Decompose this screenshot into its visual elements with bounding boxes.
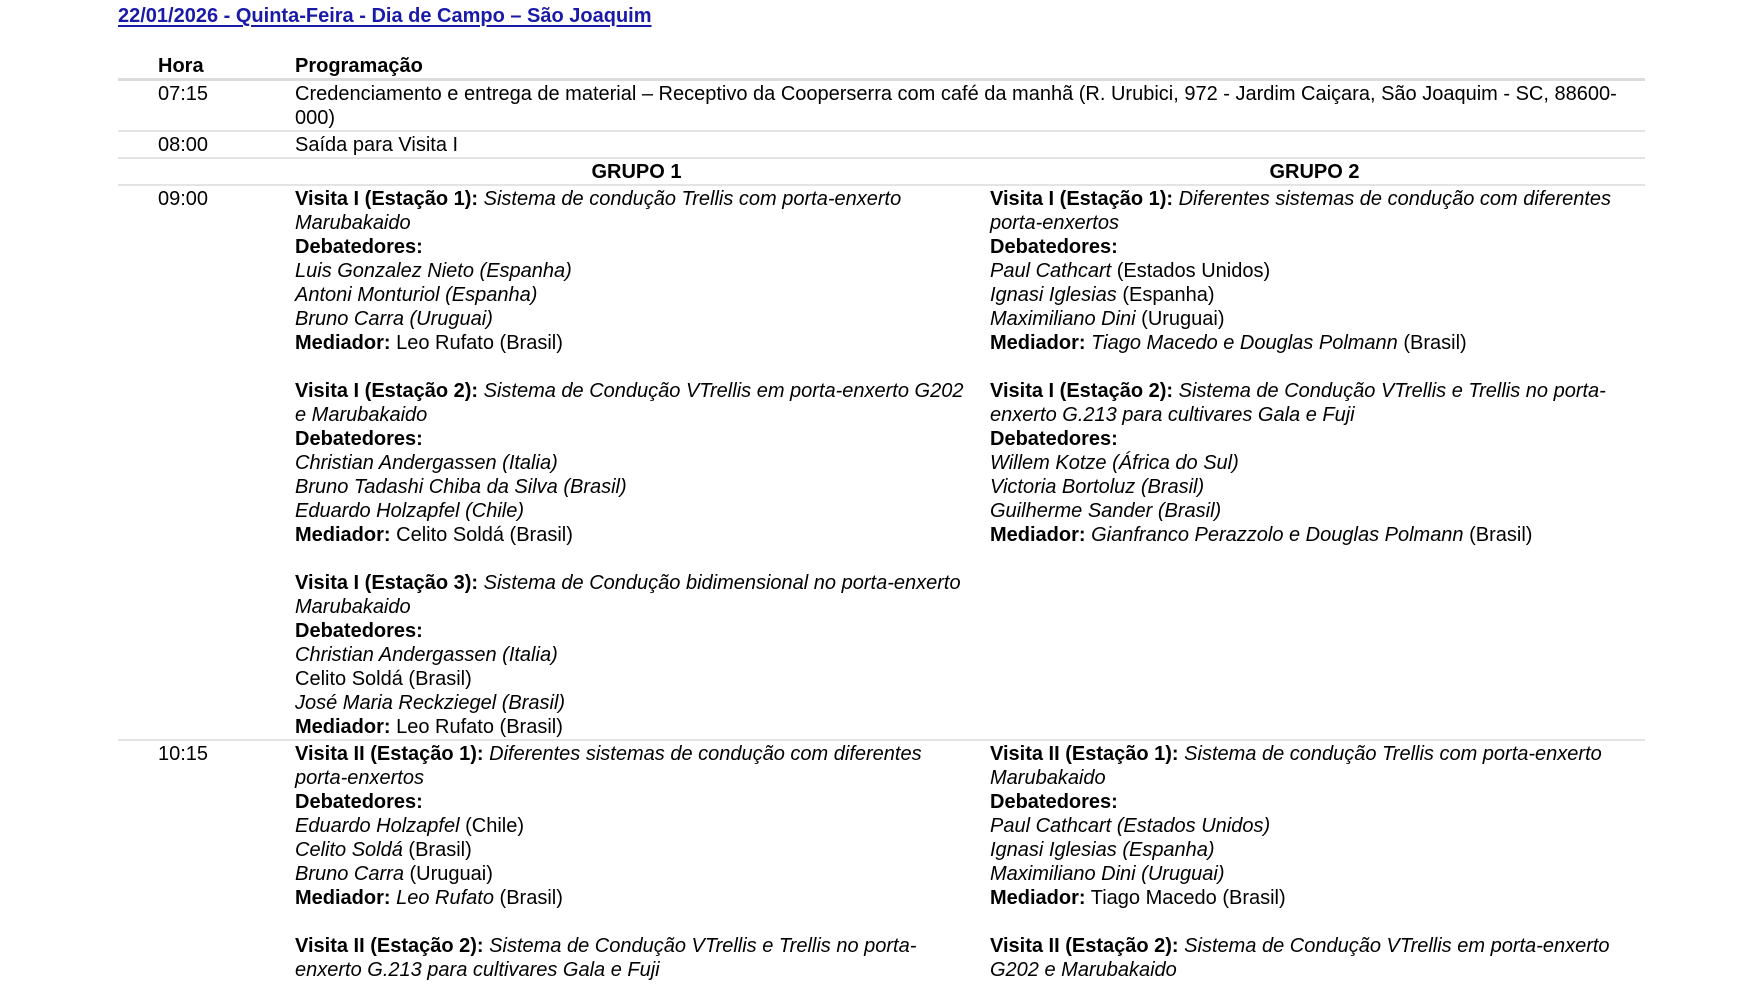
- station-block: [295, 379, 978, 547]
- station-block: [295, 742, 978, 910]
- row-program: Credenciamento e entrega de material – Receptivo da Cooperserra com café da manhã (R. Urubici, 972 - Jardim Caiçara, São Joaquim - SC, 88600-000): [295, 83, 1617, 129]
- debater-country: (África do Sul): [1112, 452, 1239, 474]
- mediator-country: (Brasil): [499, 332, 563, 354]
- debater-country: (Chile): [465, 500, 525, 522]
- station-topic: Diferentes sistemas de condução com diferentes porta-enxertos: [295, 743, 922, 789]
- station-block: [295, 934, 978, 982]
- station-title: [295, 187, 978, 235]
- debater-item: [990, 451, 1639, 475]
- debater-item: [990, 307, 1639, 331]
- debater-country: (Brasil): [1157, 500, 1222, 522]
- debater-item: [295, 307, 978, 331]
- station-title: [295, 742, 978, 790]
- station-heading: Visita I (Estação 2):: [990, 380, 1174, 402]
- debater-country: (Brasil): [563, 476, 627, 498]
- debater-item: [990, 475, 1639, 499]
- debater-item: [295, 499, 978, 523]
- row-time: 10:15: [158, 743, 209, 765]
- debater-item: [295, 838, 978, 862]
- station-title: [990, 934, 1639, 982]
- station-topic: Sistema de Condução VTrellis em porta-enxerto G202 e Marubakaido: [295, 380, 964, 426]
- mediator-name: Leo Rufato: [396, 887, 494, 909]
- debater-item: [295, 643, 978, 667]
- mediator-label: Mediador:: [295, 887, 391, 909]
- debater-item: [295, 862, 978, 886]
- station-title: [295, 934, 978, 982]
- debater-country: (Italia): [502, 452, 558, 474]
- mediator-item: [990, 886, 1639, 910]
- debater-name: Bruno Carra: [295, 863, 404, 885]
- station-topic: Sistema de Condução VTrellis e Trellis no porta-enxerto G.213 para cultivares Gala e Fuji: [295, 935, 917, 981]
- mediator-item: [990, 523, 1639, 547]
- station-topic: Sistema de condução Trellis com porta-enxerto Marubakaido: [990, 743, 1602, 789]
- mediator-country: (Brasil): [509, 524, 573, 546]
- debater-name: Paul Cathcart: [990, 815, 1112, 837]
- station-topic: Diferentes sistemas de condução com diferentes porta-enxertos: [990, 188, 1612, 234]
- mediator-label: Mediador:: [295, 332, 391, 354]
- row-time: 07:15: [158, 83, 209, 105]
- mediator-label: Mediador:: [295, 716, 391, 738]
- debater-item: [295, 691, 978, 715]
- table-row-slot: [118, 186, 1645, 741]
- mediator-name: Gianfranco Perazzolo e Douglas Polmann: [1091, 524, 1464, 546]
- row-time: 08:00: [158, 134, 209, 156]
- row-program: Saída para Visita I: [295, 134, 459, 156]
- debater-country: (Chile): [465, 815, 525, 837]
- debater-item: [990, 862, 1639, 886]
- mediator-item: [990, 331, 1639, 355]
- debater-country: (Uruguai): [409, 863, 493, 885]
- debater-item: [990, 283, 1639, 307]
- debaters-label: Debatedores:: [990, 428, 1118, 450]
- debater-item: [295, 283, 978, 307]
- station-title: [295, 571, 978, 619]
- station-heading: Visita II (Estação 1):: [990, 743, 1179, 765]
- debater-name: Bruno Carra: [295, 308, 404, 330]
- debater-country: (Espanha): [1122, 839, 1215, 861]
- mediator-country: (Brasil): [1469, 524, 1533, 546]
- mediator-country: (Brasil): [499, 887, 563, 909]
- mediator-label: Mediador:: [295, 524, 391, 546]
- station-heading: Visita II (Estação 1):: [295, 743, 484, 765]
- debater-country: (Estados Unidos): [1116, 815, 1271, 837]
- mediator-name: Leo Rufato: [396, 716, 494, 738]
- table-row-slot: [118, 741, 1645, 982]
- debater-country: (Brasil): [408, 839, 472, 861]
- debater-name: Guilherme Sander: [990, 500, 1153, 522]
- station-heading: Visita II (Estação 2):: [295, 935, 484, 957]
- mediator-country: (Brasil): [499, 716, 563, 738]
- page-title-link[interactable]: 22/01/2026 - Quinta-Feira - Dia de Campo – São Joaquim: [118, 5, 652, 27]
- debaters-label: Debatedores:: [295, 236, 423, 258]
- debater-name: Maximiliano Dini: [990, 863, 1136, 885]
- debater-name: Christian Andergassen: [295, 644, 497, 666]
- debaters-label: Debatedores:: [990, 236, 1118, 258]
- station-title: [990, 742, 1639, 790]
- mediator-country: (Brasil): [1222, 887, 1286, 909]
- debaters-label: Debatedores:: [295, 620, 423, 642]
- mediator-name: Leo Rufato: [396, 332, 494, 354]
- station-block: [295, 187, 978, 355]
- station-heading: Visita I (Estação 1):: [990, 188, 1174, 210]
- mediator-name: Tiago Macedo e Douglas Polmann: [1091, 332, 1398, 354]
- debater-name: Eduardo Holzapfel: [295, 815, 460, 837]
- header-program: Programação: [295, 55, 423, 77]
- debater-country: (Italia): [502, 644, 558, 666]
- debater-item: [295, 475, 978, 499]
- mediator-name: Tiago Macedo: [1090, 887, 1217, 909]
- group-1-cell: [295, 741, 990, 982]
- mediator-item: [295, 523, 978, 547]
- group-2-cell: [990, 186, 1645, 739]
- debater-name: Bruno Tadashi Chiba da Silva: [295, 476, 558, 498]
- debater-country: (Brasil): [408, 668, 472, 690]
- station-topic: Sistema de condução Trellis com porta-enxerto Marubakaido: [295, 188, 902, 234]
- debater-name: Victoria Bortoluz: [990, 476, 1136, 498]
- debater-item: [295, 667, 978, 691]
- group-2-cell: [990, 741, 1645, 982]
- debater-item: [990, 838, 1639, 862]
- debater-name: Antoni Monturiol: [295, 284, 440, 306]
- row-time: 09:00: [158, 188, 209, 210]
- station-block: [990, 742, 1639, 910]
- debater-country: (Uruguai): [409, 308, 493, 330]
- group-2-header: GRUPO 2: [1269, 161, 1360, 183]
- group-header-row: [118, 159, 1645, 186]
- debater-item: [990, 259, 1639, 283]
- debater-country: (Brasil): [1140, 476, 1205, 498]
- debater-item: [295, 451, 978, 475]
- debater-item: [990, 499, 1639, 523]
- table-header-row: [118, 53, 1645, 81]
- station-block: [990, 379, 1639, 547]
- mediator-name: Celito Soldá: [396, 524, 504, 546]
- station-title: [990, 187, 1639, 235]
- station-topic: Sistema de Condução VTrellis em porta-enxerto G202 e Marubakaido: [990, 935, 1610, 981]
- station-title: [990, 379, 1639, 427]
- debater-name: Celito Soldá: [295, 839, 403, 861]
- table-row: [118, 132, 1645, 159]
- station-heading: Visita I (Estação 2):: [295, 380, 479, 402]
- debater-item: [295, 259, 978, 283]
- debater-item: [295, 814, 978, 838]
- mediator-label: Mediador:: [990, 332, 1086, 354]
- station-block: [295, 571, 978, 739]
- mediator-item: [295, 886, 978, 910]
- header-time: Hora: [158, 55, 204, 77]
- station-heading: Visita II (Estação 2):: [990, 935, 1179, 957]
- debater-country: (Espanha): [479, 260, 572, 282]
- group-1-cell: [295, 186, 990, 739]
- station-block: [990, 187, 1639, 355]
- station-heading: Visita I (Estação 1):: [295, 188, 479, 210]
- station-block: [990, 934, 1639, 982]
- debater-name: Willem Kotze: [990, 452, 1107, 474]
- debater-name: Ignasi Iglesias: [990, 839, 1117, 861]
- debaters-label: Debatedores:: [990, 791, 1118, 813]
- station-topic: Sistema de Condução VTrellis e Trellis no porta-enxerto G.213 para cultivares Gala e Fuji: [990, 380, 1606, 426]
- mediator-item: [295, 331, 978, 355]
- table-row: [118, 81, 1645, 132]
- debater-name: Luis Gonzalez Nieto: [295, 260, 474, 282]
- mediator-country: (Brasil): [1403, 332, 1467, 354]
- debater-country: (Estados Unidos): [1116, 260, 1271, 282]
- debater-name: Ignasi Iglesias: [990, 284, 1117, 306]
- station-title: [295, 379, 978, 427]
- debaters-label: Debatedores:: [295, 428, 423, 450]
- debater-country: (Uruguai): [1141, 863, 1225, 885]
- debater-name: Celito Soldá: [295, 668, 403, 690]
- mediator-label: Mediador:: [990, 887, 1086, 909]
- mediator-item: [295, 715, 978, 739]
- debater-name: Paul Cathcart: [990, 260, 1112, 282]
- debaters-label: Debatedores:: [295, 791, 423, 813]
- debater-country: (Espanha): [1122, 284, 1215, 306]
- debater-name: Maximiliano Dini: [990, 308, 1136, 330]
- debater-country: (Espanha): [445, 284, 538, 306]
- debater-country: (Brasil): [501, 692, 566, 714]
- row-time-empty: [118, 159, 295, 184]
- debater-name: Eduardo Holzapfel: [295, 500, 460, 522]
- debater-name: José Maria Reckziegel: [295, 692, 497, 714]
- station-heading: Visita I (Estação 3):: [295, 572, 479, 594]
- debater-name: Christian Andergassen: [295, 452, 497, 474]
- group-1-header: GRUPO 1: [591, 161, 682, 183]
- schedule-table: [118, 53, 1645, 982]
- debater-country: (Uruguai): [1141, 308, 1225, 330]
- station-topic: Sistema de Condução bidimensional no porta-enxerto Marubakaido: [295, 572, 961, 618]
- mediator-label: Mediador:: [990, 524, 1086, 546]
- debater-item: [990, 814, 1639, 838]
